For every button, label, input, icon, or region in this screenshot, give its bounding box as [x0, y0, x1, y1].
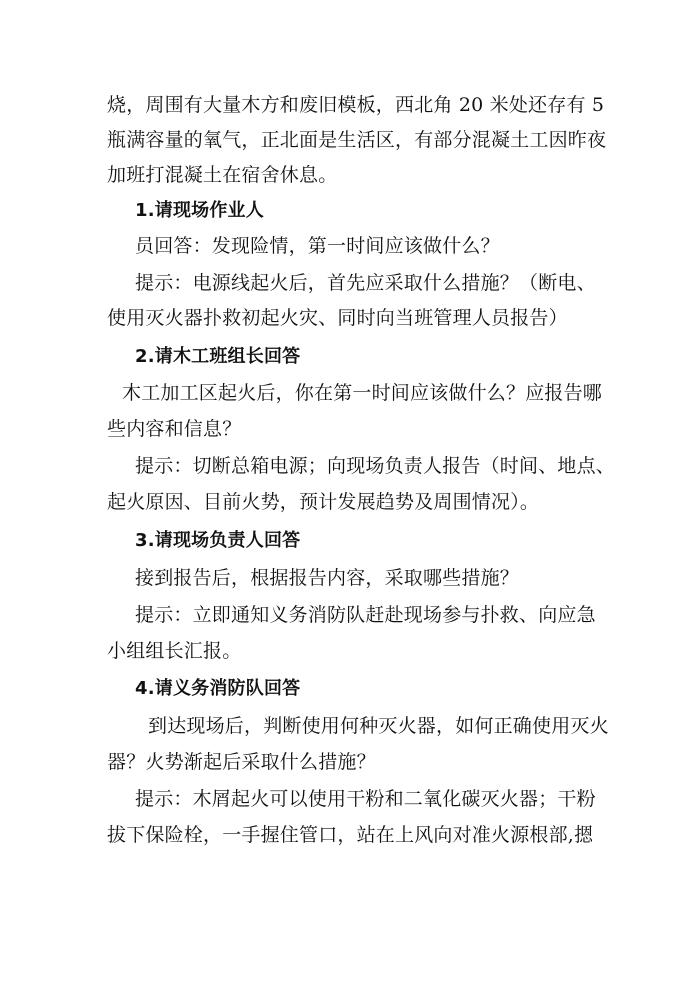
question-line: 员回答：发现险情，第一时间应该做什么？ — [135, 235, 500, 257]
hint-line: 提示：切断总箱电源；向现场负责人报告（时间、地点、 — [135, 455, 616, 477]
question-line: 器？火势渐起后采取什么措施？ — [107, 751, 376, 773]
question-line: 些内容和信息？ — [107, 418, 242, 440]
hint-line: 拔下保险栓，一手握住管口，站在上风向对准火源根部,摁 — [107, 824, 594, 846]
section-heading: 1.请现场作业人 — [135, 200, 264, 221]
hint-line: 提示：立即通知义务消防队赶赴现场参与扑救、向应急 — [135, 604, 596, 626]
hint-line: 提示：木屑起火可以使用干粉和二氧化碳灭火器；干粉 — [135, 788, 596, 810]
hint-line: 提示：电源线起火后，首先应采取什么措施？（断电、 — [135, 272, 596, 294]
hint-line: 起火原因、目前火势，预计发展趋势及周围情况）。 — [107, 491, 540, 513]
intro-line: 烧，周围有大量木方和废旧模板，西北角 20 米处还存有 5 — [107, 94, 605, 116]
section-heading: 3.请现场负责人回答 — [135, 530, 301, 551]
question-line: 木工加工区起火后，你在第一时间应该做什么？应报告哪 — [122, 382, 603, 404]
section-heading: 4.请义务消防队回答 — [135, 678, 301, 699]
question-line: 到达现场后，判断使用何种灭火器，如何正确使用灭火 — [148, 715, 609, 737]
hint-line: 小组组长汇报。 — [107, 640, 242, 662]
hint-line: 使用灭火器扑救初起火灾、同时向当班管理人员报告） — [107, 307, 568, 329]
section-heading: 2.请木工班组长回答 — [135, 346, 301, 367]
question-line: 接到报告后，根据报告内容，采取哪些措施？ — [135, 567, 520, 589]
intro-line: 瓶满容量的氧气，正北面是生活区，有部分混凝土工因昨夜 — [107, 129, 607, 151]
intro-line: 加班打混凝土在宿舍休息。 — [107, 164, 338, 186]
